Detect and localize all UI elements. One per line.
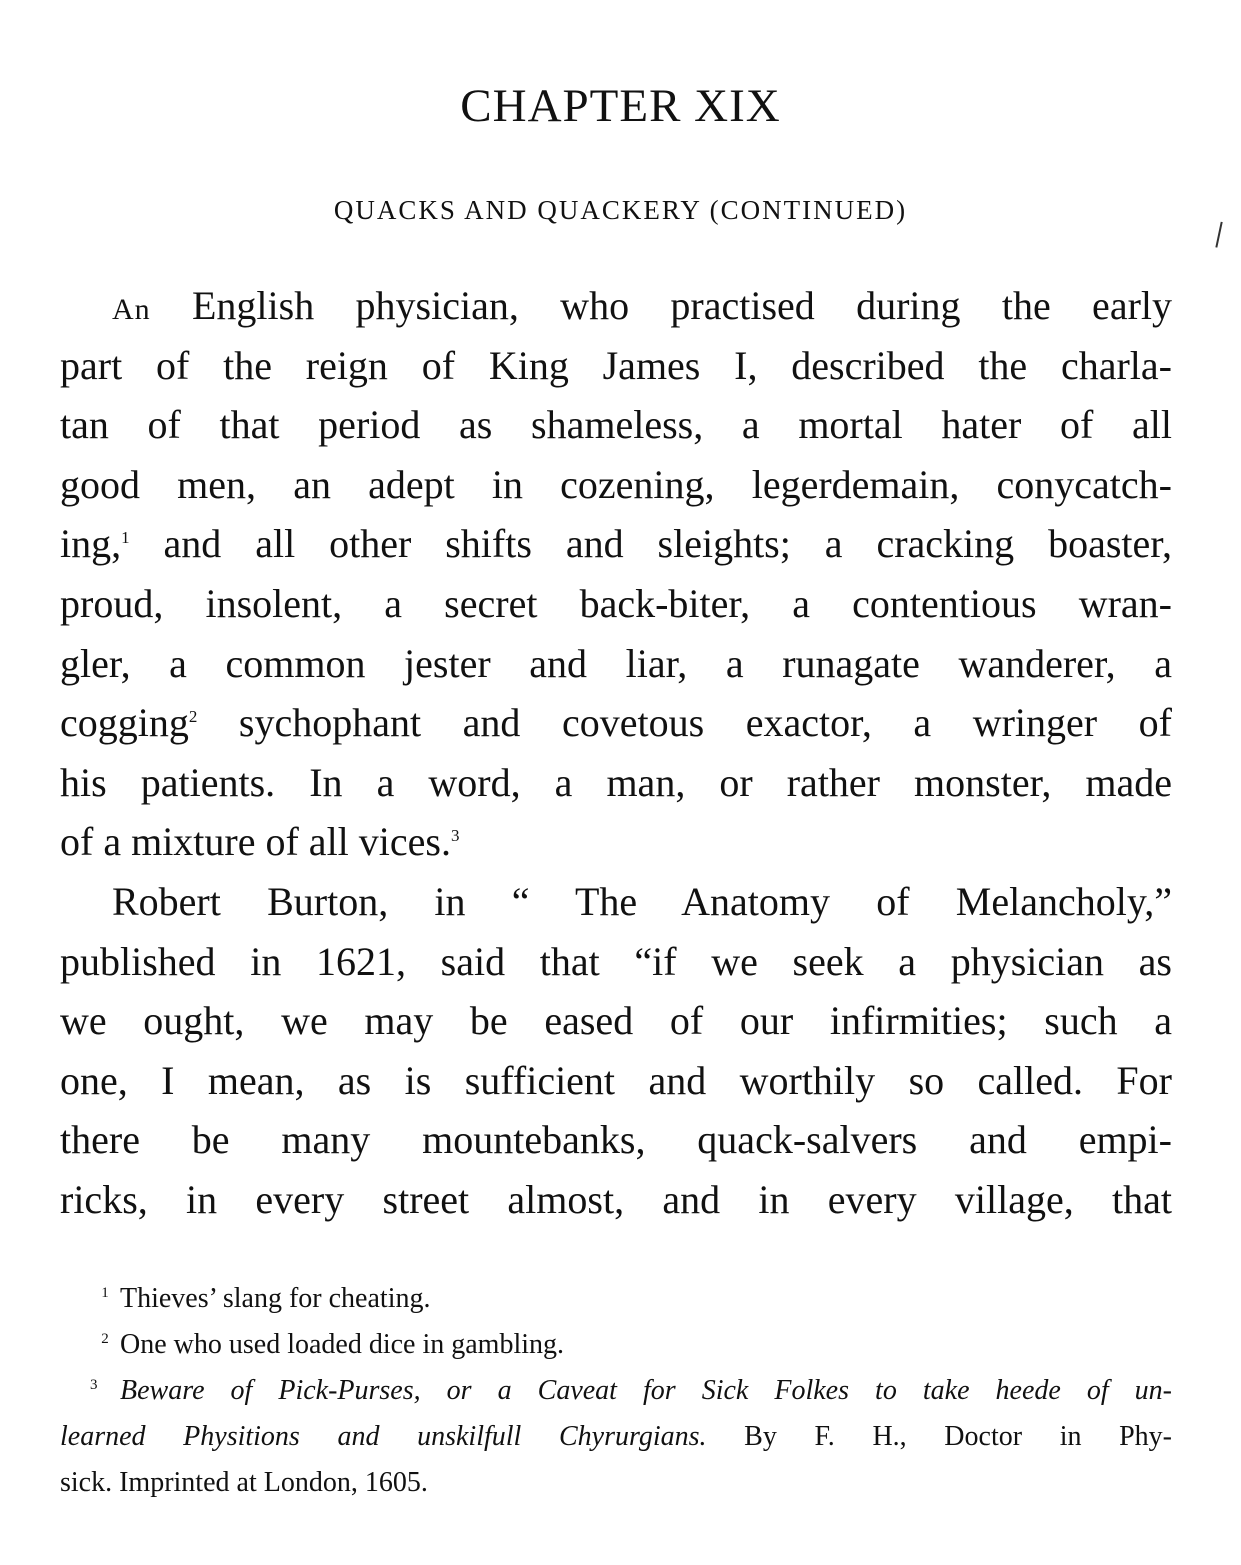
- paragraph-1-line-2: part of the reign of King James I, described the charla-: [60, 342, 1172, 388]
- paragraph-2-line-6: ricks, in every street almost, and in every village, that: [60, 1176, 1172, 1222]
- footnote-text: One who used loaded dice in gambling.: [120, 1329, 565, 1360]
- paragraph-2-line-3: we ought, we may be eased of our infirmities; such a: [60, 998, 1172, 1044]
- paragraph-1-line-10: of a mixture of all vices.$^3$: [60, 819, 460, 865]
- paragraph-2-line-5: there be many mountebanks, quack-salvers and empi-: [60, 1117, 1172, 1163]
- paragraph-2-line-1: Robert Burton, in “ The Anatomy of Melancholy,”: [112, 878, 1172, 924]
- paragraph-1-line-4: good men, an adept in cozening, legerdemain, conycatch-: [60, 461, 1172, 507]
- paragraph-1-line-7: gler, a common jester and liar, a runagate wanderer, a: [60, 640, 1172, 686]
- footnote-1: 1 Thieves’ slang for cheating.: [101, 1283, 431, 1314]
- footnote-3-line-3: sick. Imprinted at London, 1605.: [60, 1467, 428, 1498]
- footnote-ref-2: 2: [188, 707, 198, 727]
- paragraph-2-line-4: one, I mean, as is sufficient and worthily so called. For: [60, 1057, 1172, 1103]
- paragraph-1-line-6: proud, insolent, a secret back-biter, a contentious wran-: [60, 580, 1172, 626]
- body-text: [60, 276, 1172, 1230]
- footnote-ref-3: 3: [450, 826, 460, 846]
- footnotes: [60, 1276, 1172, 1506]
- chapter-subtitle: QUACKS AND QUACKERY (CONTINUED): [333, 195, 908, 225]
- footnote-3-line-1: 3 Beware of Pick-Purses, or a Caveat for Sick Folkes to take heede of un-: [90, 1375, 1172, 1406]
- paragraph-2-line-2: published in 1621, said that “if we seek a physician as: [60, 938, 1172, 984]
- chapter-title: CHAPTER XIX: [460, 80, 781, 132]
- paragraph-1-line-8: cogging$^2$ sychophant and covetous exactor, a wringer of: [60, 700, 1172, 746]
- paragraph-1-line-9: his patients. In a word, a man, or rather monster, made: [60, 759, 1172, 805]
- drop-cap-word: An: [112, 293, 151, 326]
- paragraph-1-line-3: tan of that period as shameless, a mortal hater of all: [60, 402, 1172, 448]
- footnote-2: 2 One who used loaded dice in gambling.: [101, 1329, 565, 1360]
- footnote-ref-1: 1: [121, 528, 130, 548]
- paragraph-1-line-1: An English physician, who practised during the early: [112, 283, 1172, 328]
- footnote-italic-title: Beware of Pick-Purses, or a Caveat for Sick Folkes to take heede of un-: [120, 1375, 1172, 1406]
- footnote-text: Thieves’ slang for cheating.: [120, 1283, 431, 1314]
- paragraph-1-line-5: ing,$^1$ and all other shifts and sleights; a cracking boaster,: [60, 521, 1172, 567]
- footnote-3-line-2: learned Physitions and unskilfull Chyrurgians. By F. H., Doctor in Phy-: [60, 1421, 1173, 1452]
- footnote-italic-title-cont: learned Physitions and unskilfull Chyrurgians.: [60, 1421, 707, 1452]
